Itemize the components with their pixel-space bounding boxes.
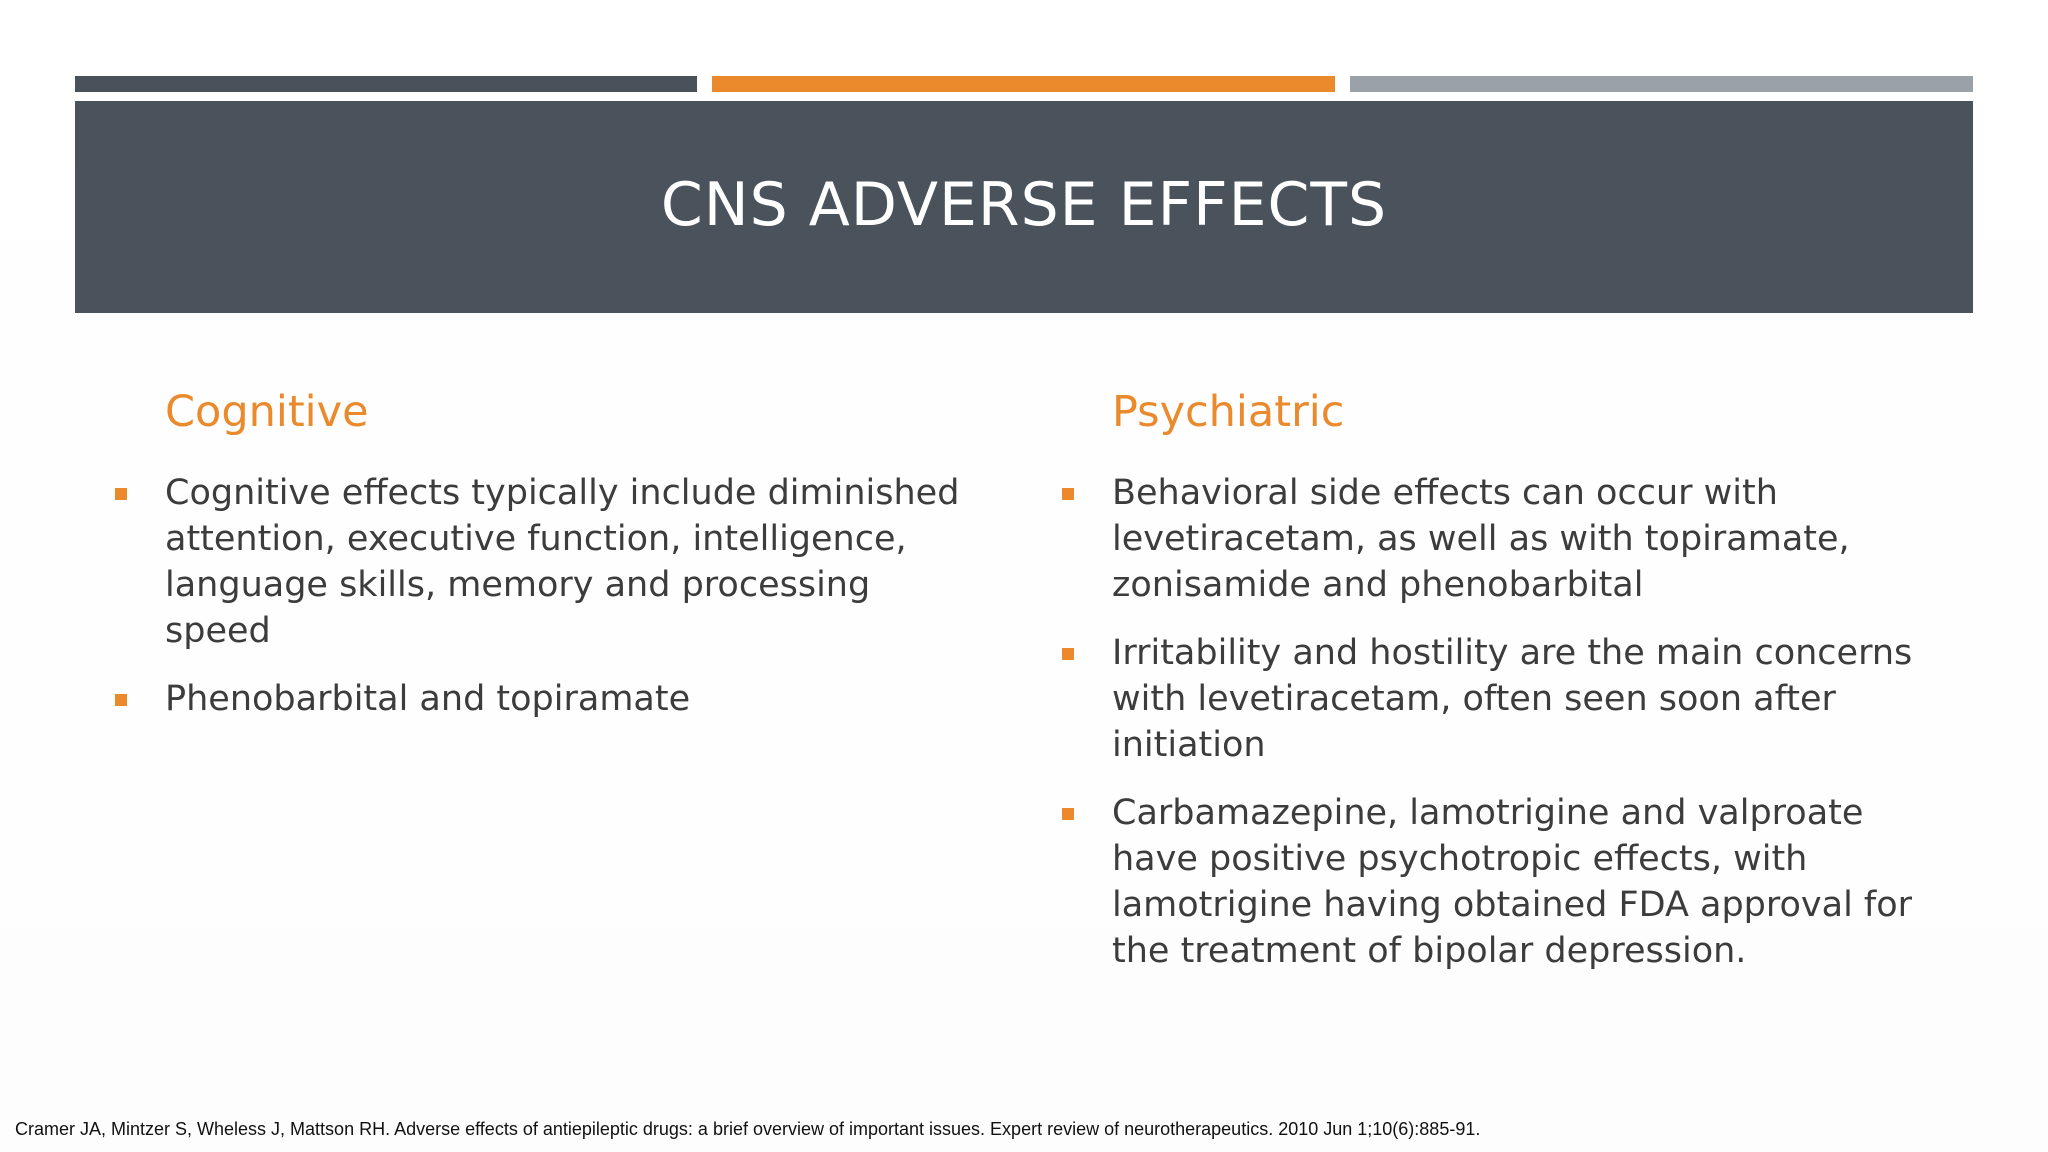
accent-bar-orange bbox=[712, 76, 1335, 92]
cognitive-bullet-list bbox=[115, 470, 965, 722]
list-item bbox=[1062, 790, 1942, 974]
bullet-text: Cognitive effects typically include diminished attention, executive function, intelligence, language skills, memory and processing speed bbox=[165, 473, 960, 652]
cognitive-column bbox=[115, 388, 965, 744]
psychiatric-column bbox=[1062, 388, 1942, 996]
bullet-text: Irritability and hostility are the main concerns with levetiracetam, often seen soon after initiation bbox=[1112, 633, 1913, 766]
cognitive-heading: Cognitive bbox=[165, 387, 369, 437]
accent-bar-gray bbox=[1350, 76, 1973, 92]
bullet-text: Carbamazepine, lamotrigine and valproate have positive psychotropic effects, with lamotrigine having obtained FDA approval for the treatment of bipolar depression. bbox=[1112, 793, 1913, 972]
title-band bbox=[75, 101, 1973, 313]
list-item bbox=[1062, 630, 1942, 768]
bullet-text: Behavioral side effects can occur with levetiracetam, as well as with topiramate, zonisamide and phenobarbital bbox=[1112, 473, 1850, 606]
slide-title: CNS ADVERSE EFFECTS bbox=[660, 170, 1388, 240]
list-item bbox=[1062, 470, 1942, 608]
square-bullet-icon bbox=[115, 694, 127, 706]
accent-bar-dark bbox=[75, 76, 697, 92]
square-bullet-icon bbox=[1062, 808, 1074, 820]
square-bullet-icon bbox=[1062, 488, 1074, 500]
square-bullet-icon bbox=[1062, 648, 1074, 660]
psychiatric-bullet-list bbox=[1062, 470, 1942, 974]
square-bullet-icon bbox=[115, 488, 127, 500]
psychiatric-heading: Psychiatric bbox=[1112, 387, 1345, 437]
list-item bbox=[115, 676, 965, 722]
citation-text: Cramer JA, Mintzer S, Wheless J, Mattson RH. Adverse effects of antiepileptic drugs: a brief overview of important issues. Expert review of neurotherapeutics. 2010 Jun 1;10(6):885-91. bbox=[15, 1119, 1481, 1139]
bullet-text: Phenobarbital and topiramate bbox=[165, 679, 691, 720]
list-item bbox=[115, 470, 965, 654]
